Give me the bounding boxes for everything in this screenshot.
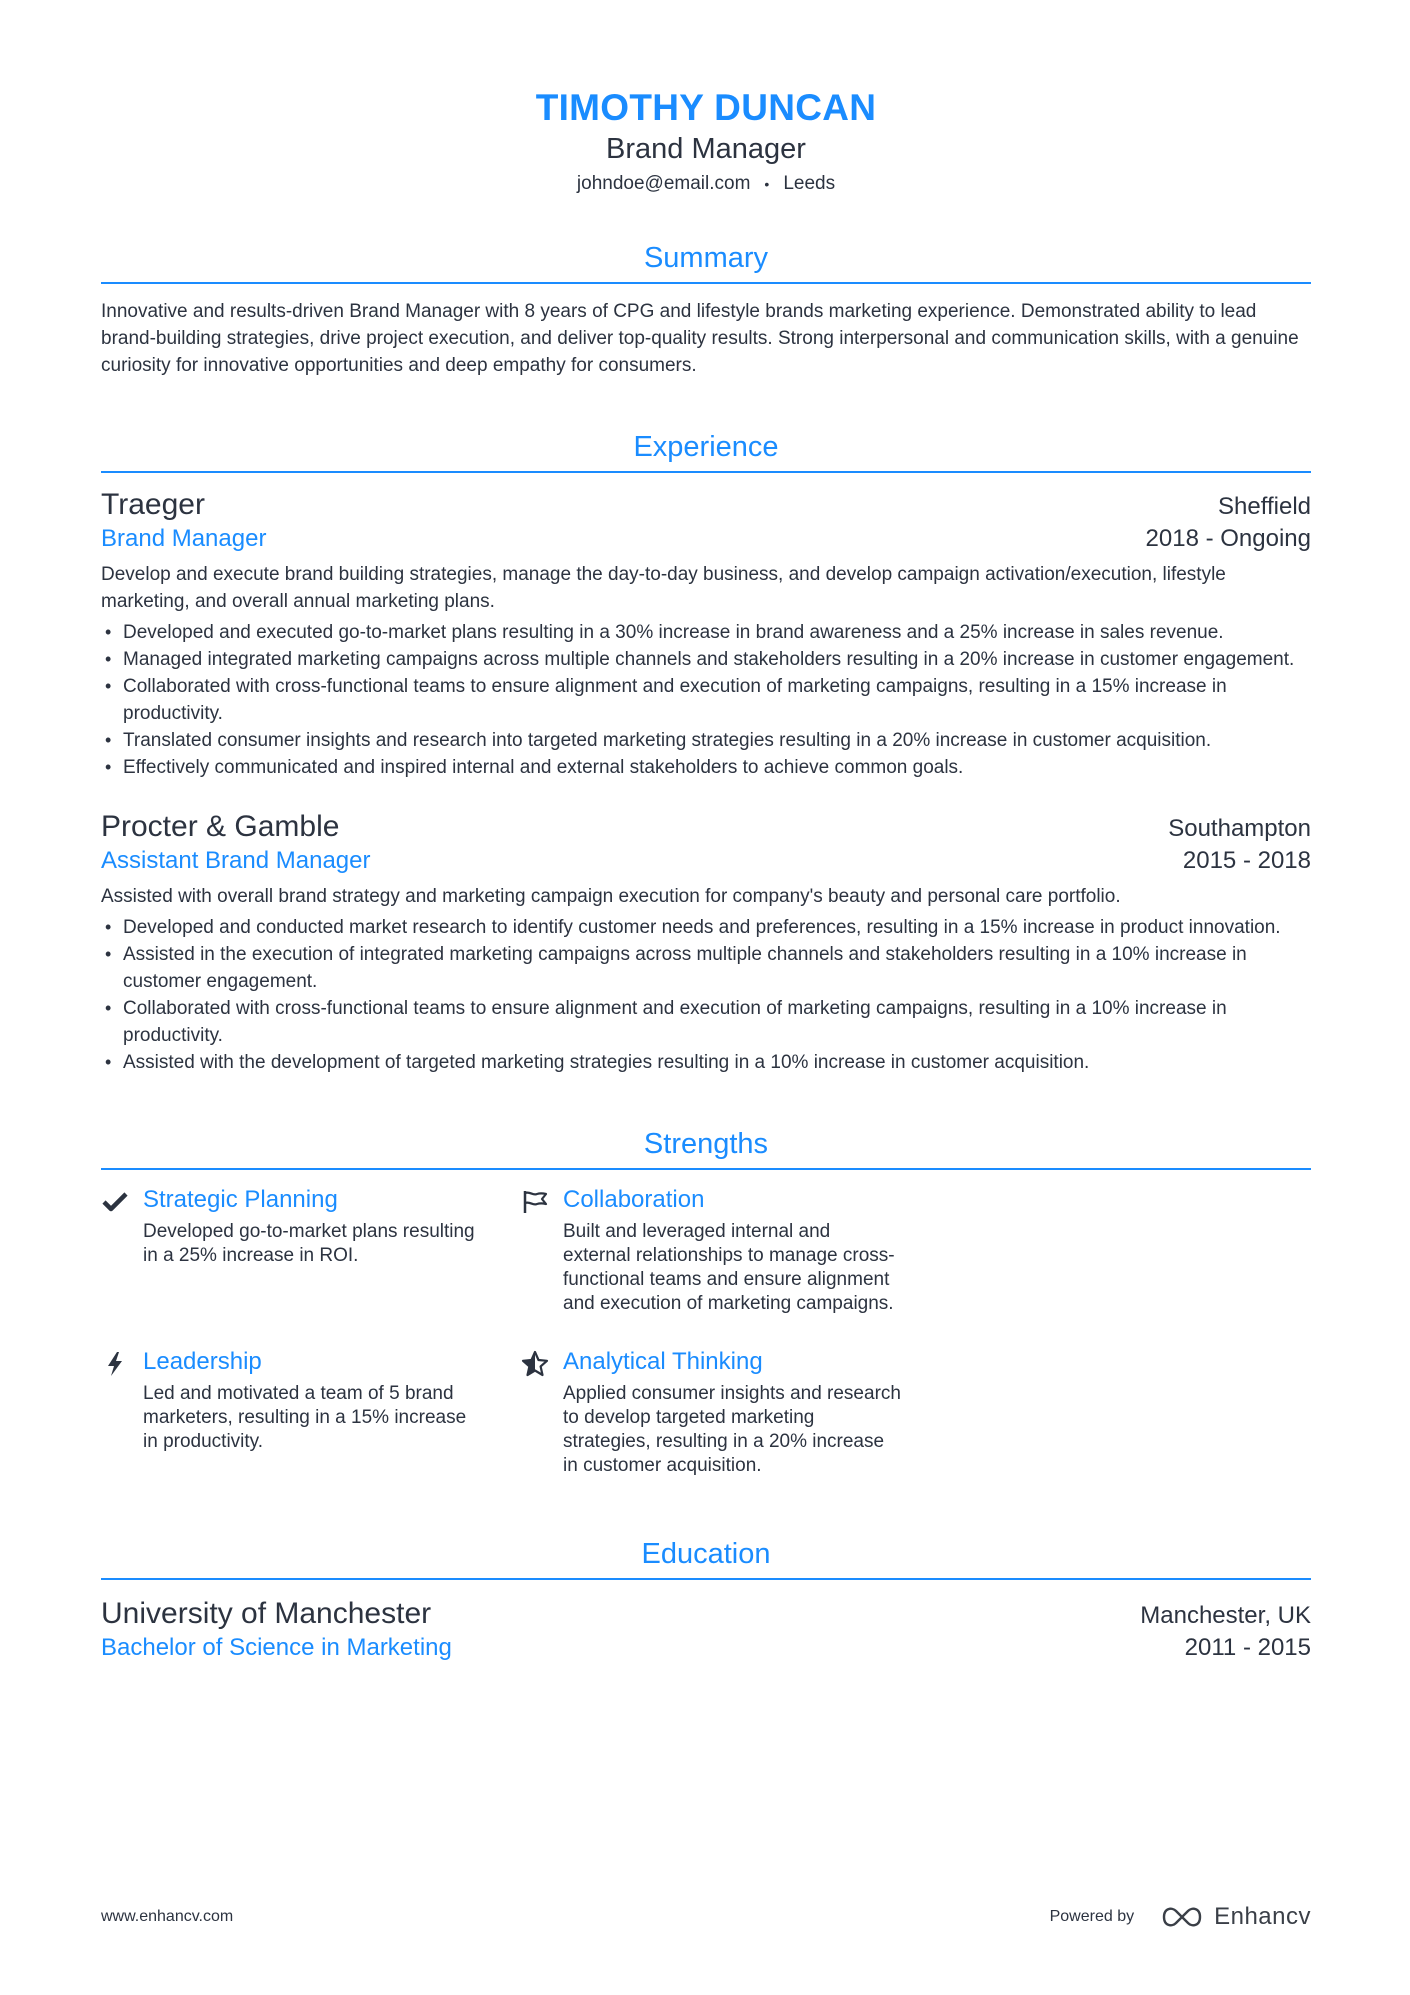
- candidate-name: TIMOTHY DUNCAN: [535, 87, 877, 128]
- contact-line: [101, 172, 1311, 196]
- job-dates: 2015 - 2018: [1182, 847, 1311, 875]
- education-entry: [101, 1596, 1311, 1664]
- strengths-section: [101, 1126, 1311, 1508]
- job-dates: 2018 - Ongoing: [1145, 525, 1311, 553]
- resume-page: [101, 0, 1311, 1664]
- enhancv-logo-icon: [1160, 1905, 1206, 1929]
- strength-description: Led and motivated a team of 5 brand marketers, resulting in a 15% increase in productivity.: [143, 1383, 467, 1453]
- school-name: University of Manchester: [101, 1597, 432, 1631]
- checkmark-icon: [101, 1188, 129, 1216]
- job-bullet: • Managed integrated marketing campaigns across multiple channels and stakeholders resulting in a 20% increase in customer engagement.: [101, 646, 1311, 673]
- job-company: Procter & Gamble: [101, 810, 340, 844]
- job-bullet: • Developed and conducted market research to identify customer needs and preferences, resulting in a 15% increase in product innovation.: [101, 914, 1311, 941]
- section-title-education: Education: [101, 1536, 1311, 1580]
- job-title: Brand Manager: [101, 525, 267, 553]
- job-bullets: [101, 914, 1311, 1076]
- education-dates: 2011 - 2015: [1184, 1634, 1311, 1662]
- job-bullet: • Translated consumer insights and research into targeted marketing strategies resulting in a 20% increase in customer acquisition.: [101, 727, 1311, 754]
- brand-name: Enhancv: [1214, 1903, 1311, 1930]
- school-location: Manchester, UK: [1140, 1602, 1311, 1630]
- section-title-experience: Experience: [101, 429, 1311, 473]
- job-bullet: • Effectively communicated and inspired internal and external stakeholders to achieve common goals.: [101, 754, 1311, 781]
- brand-logo[interactable]: [1160, 1903, 1311, 1931]
- strength-description: Applied consumer insights and research to develop targeted marketing strategies, resulting in a 20% increase in customer acquisition.: [563, 1383, 901, 1477]
- job-bullet: • Collaborated with cross-functional teams to ensure alignment and execution of marketing campaigns, resulting in a 15% increase in productivity.: [101, 673, 1311, 727]
- job-bullets: [101, 619, 1311, 781]
- strength-name: Strategic Planning: [143, 1186, 338, 1214]
- star-half-icon: [521, 1350, 549, 1378]
- job-entry: [101, 487, 1311, 781]
- job-bullet: • Assisted with the development of targeted marketing strategies resulting in a 10% increase in customer acquisition.: [101, 1049, 1311, 1076]
- email[interactable]: johndoe@email.com: [576, 173, 751, 195]
- strength-item: [101, 1346, 521, 1478]
- job-description: Assisted with overall brand strategy and marketing campaign execution for company's beauty and personal care portfolio.: [101, 886, 1121, 908]
- footer-url[interactable]: www.enhancv.com: [101, 1908, 234, 1925]
- job-company: Traeger: [101, 488, 205, 522]
- powered-by-label: Powered by: [1049, 1908, 1135, 1925]
- strength-description: Built and leveraged internal and external relationships to manage cross-functional teams and ensure alignment and execution of marketing campaigns.: [563, 1221, 895, 1315]
- candidate-role: Brand Manager: [606, 133, 806, 165]
- job-bullet: • Collaborated with cross-functional teams to ensure alignment and execution of marketing campaigns, resulting in a 10% increase in productivity.: [101, 995, 1311, 1049]
- footer-branding: [1050, 1903, 1311, 1931]
- lightning-icon: [101, 1350, 129, 1378]
- job-entry: [101, 809, 1311, 1076]
- job-location: Southampton: [1168, 815, 1311, 843]
- summary-section: [101, 240, 1311, 379]
- strength-description: Developed go-to-market plans resulting in a 25% increase in ROI.: [143, 1221, 475, 1267]
- city: Leeds: [783, 173, 836, 195]
- job-location: Sheffield: [1218, 493, 1311, 521]
- job-description: Develop and execute brand building strategies, manage the day-to-day business, and develop campaign activation/execution, lifestyle marketing, and overall annual marketing plans.: [101, 564, 1226, 613]
- section-title-summary: Summary: [101, 240, 1311, 284]
- strength-item: [521, 1184, 941, 1316]
- separator-dot: •: [764, 176, 770, 192]
- experience-section: [101, 429, 1311, 1076]
- strengths-grid: [101, 1184, 1311, 1508]
- strength-name: Collaboration: [563, 1186, 705, 1214]
- summary-text: Innovative and results-driven Brand Manager with 8 years of CPG and lifestyle brands marketing experience. Demonstrated ability to lead brand-building strategies, drive project execution, and deliver top-quality results. Strong interpersonal and communication skills, with a genuine curiosity for innovative opportunities and deep empathy for consumers.: [101, 301, 1299, 377]
- flag-icon: [521, 1188, 549, 1216]
- strength-name: Leadership: [143, 1348, 262, 1376]
- job-title: Assistant Brand Manager: [101, 847, 371, 875]
- strength-item: [521, 1346, 941, 1478]
- footer: [101, 1903, 1311, 1931]
- section-title-strengths: Strengths: [101, 1126, 1311, 1170]
- strength-name: Analytical Thinking: [563, 1348, 763, 1376]
- job-bullet: • Assisted in the execution of integrated marketing campaigns across multiple channels and stakeholders resulting in a 10% increase in customer engagement.: [101, 941, 1311, 995]
- strength-item: [101, 1184, 521, 1316]
- job-bullet: • Developed and executed go-to-market plans resulting in a 30% increase in brand awareness and a 25% increase in sales revenue.: [101, 619, 1311, 646]
- degree: Bachelor of Science in Marketing: [101, 1634, 452, 1662]
- resume-header: [101, 0, 1311, 196]
- education-section: [101, 1536, 1311, 1664]
